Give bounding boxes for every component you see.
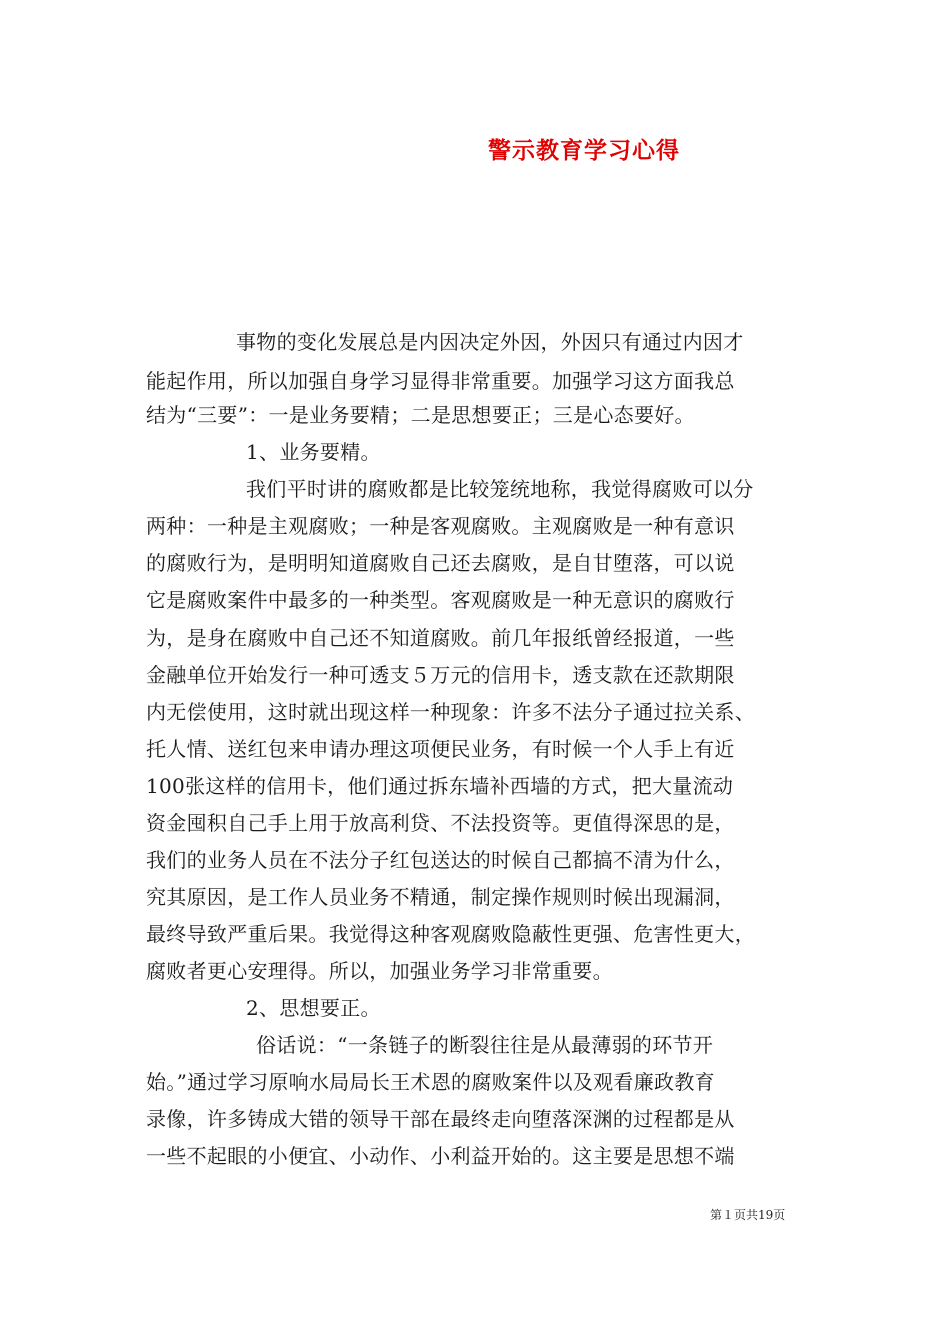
body-line: 金融单位开始发行一种可透支５万元的信用卡，透支款在还款期限: [146, 663, 735, 687]
body-line: 俗话说：“一条链子的断裂往往是从最薄弱的环节开: [256, 1033, 714, 1057]
body-line: 能起作用，所以加强自身学习显得非常重要。加强学习这方面我总: [146, 369, 735, 393]
body-line: 为，是身在腐败中自己还不知道腐败。前几年报纸曾经报道，一些: [146, 626, 735, 650]
body-line: 结为“三要”：一是业务要精；二是思想要正；三是心态要好。: [146, 403, 695, 427]
body-line: 一些不起眼的小便宜、小动作、小利益开始的。这主要是思想不端: [146, 1144, 735, 1168]
body-line: 它是腐败案件中最多的一种类型。客观腐败是一种无意识的腐败行: [146, 588, 735, 612]
body-line: 的腐败行为，是明明知道腐败自己还去腐败，是自甘堕落，可以说: [146, 551, 735, 575]
body-line: 100张这样的信用卡，他们通过拆东墙补西墙的方式，把大量流动: [146, 774, 734, 798]
section-heading: 1、业务要精。: [246, 440, 381, 464]
body-line: 录像，许多铸成大错的领导干部在最终走向堕落深渊的过程都是从: [146, 1107, 735, 1131]
body-line: 最终导致严重后果。我觉得这种客观腐败隐蔽性更强、危害性更大，: [146, 922, 755, 946]
page-number-footer: 第１页共19页: [710, 1208, 786, 1222]
body-line: 托人情、送红包来申请办理这项便民业务，有时候一个人手上有近: [146, 737, 735, 761]
body-line: 内无偿使用，这时就出现这样一种现象：许多不法分子通过拉关系、: [146, 700, 755, 724]
body-line: 我们的业务人员在不法分子红包送达的时候自己都搞不清为什么，: [146, 848, 735, 872]
body-line: 资金囤积自己手上用于放高利贷、不法投资等。更值得深思的是，: [146, 811, 735, 835]
body-line: 我们平时讲的腐败都是比较笼统地称，我觉得腐败可以分: [246, 477, 754, 501]
body-line: 事物的变化发展总是内因决定外因，外因只有通过内因才: [236, 330, 744, 354]
body-line: 两种：一种是主观腐败；一种是客观腐败。主观腐败是一种有意识: [146, 514, 735, 538]
body-line: 腐败者更心安理得。所以，加强业务学习非常重要。: [146, 959, 613, 983]
document-title: 警示教育学习心得: [488, 137, 680, 164]
section-heading: 2、思想要正。: [246, 996, 381, 1020]
body-line: 究其原因，是工作人员业务不精通，制定操作规则时候出现漏洞，: [146, 885, 735, 909]
body-line: 始。”通过学习原响水局局长王术恩的腐败案件以及观看廉政教育: [146, 1070, 715, 1094]
